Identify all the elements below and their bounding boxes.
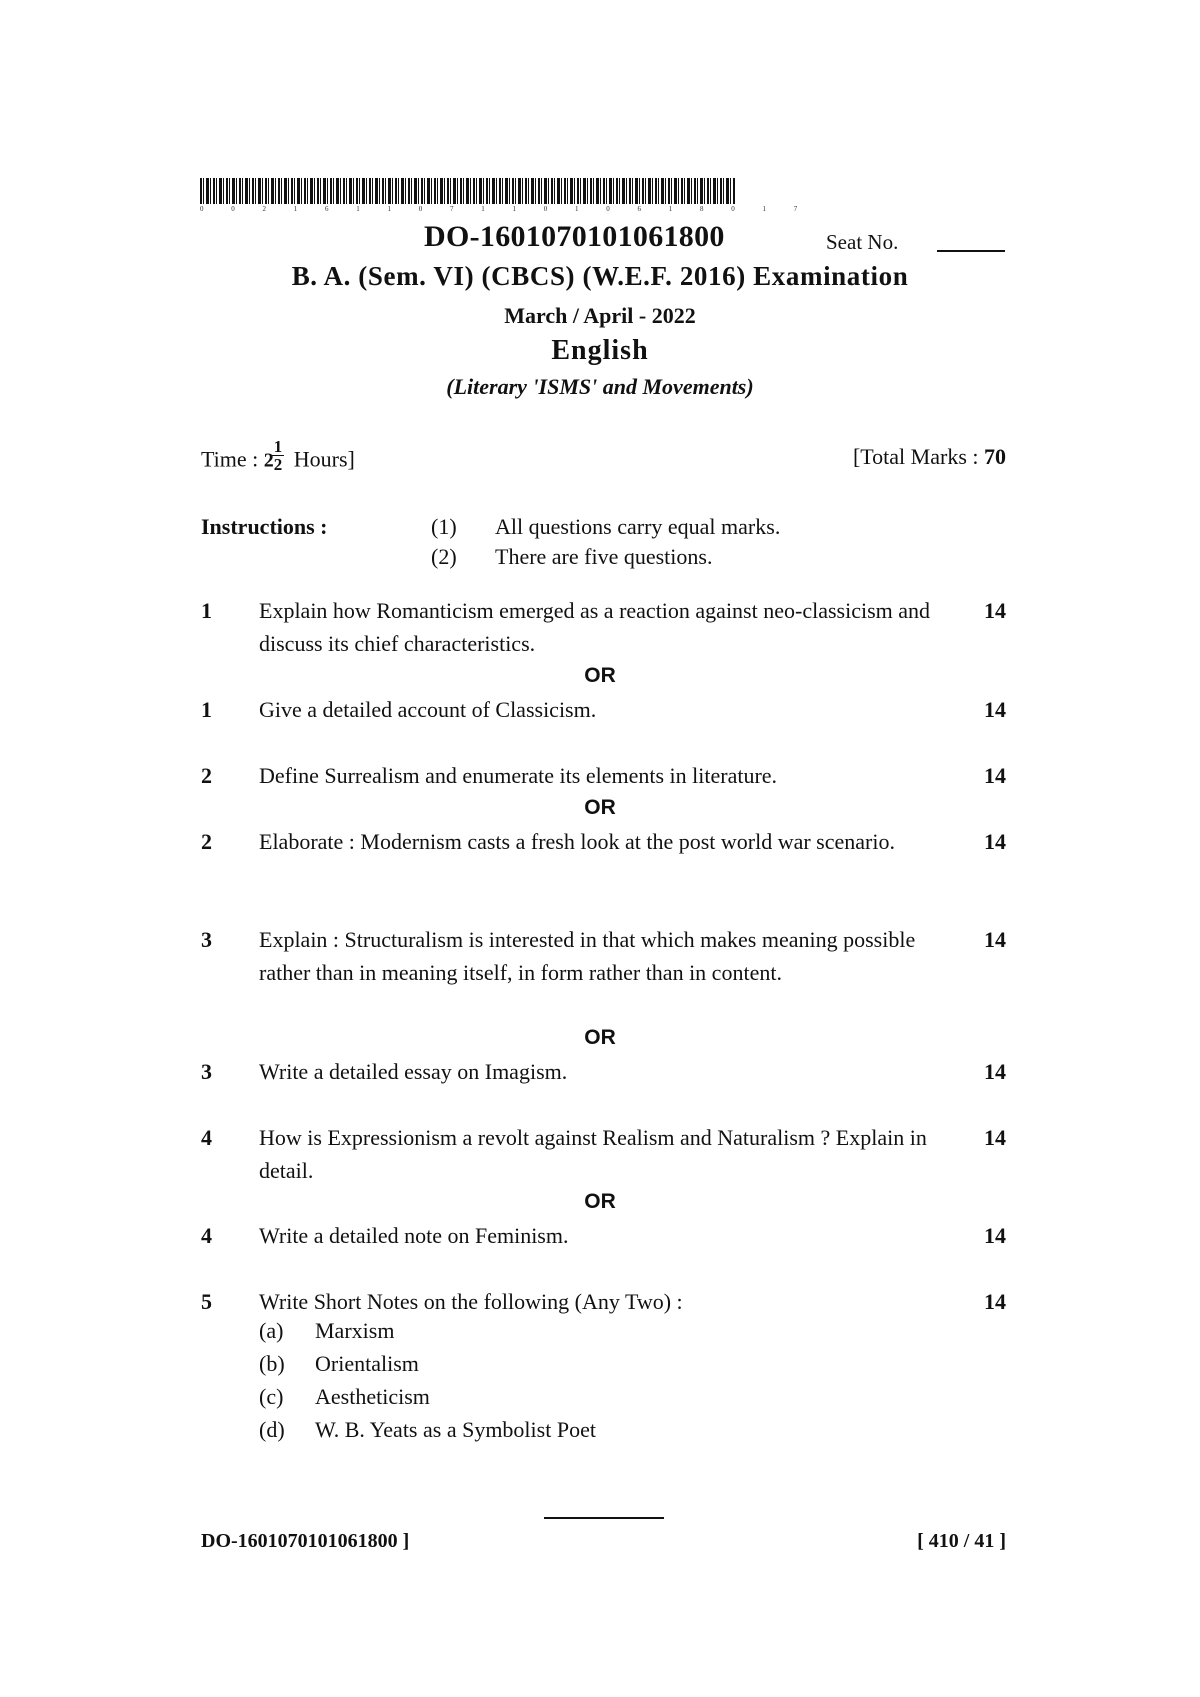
question-number: 3 bbox=[201, 1059, 212, 1084]
paper-code: DO-1601070101061800 bbox=[424, 220, 725, 253]
question-number: 5 bbox=[201, 1289, 212, 1314]
question-marks: 14 bbox=[984, 697, 1006, 722]
paper-name: (Literary 'ISMS' and Movements) bbox=[446, 374, 754, 399]
question-text: Write a detailed essay on Imagism. bbox=[259, 1059, 568, 1084]
question-number: 1 bbox=[201, 697, 212, 722]
question-number: 3 bbox=[201, 927, 212, 952]
question-marks: 14 bbox=[984, 598, 1006, 623]
question-marks: 14 bbox=[984, 1289, 1006, 1314]
question-marks: 14 bbox=[984, 1223, 1006, 1248]
time-fraction-numerator: 1 bbox=[273, 437, 283, 456]
instruction-number: (1) bbox=[431, 514, 457, 539]
exam-title: B. A. (Sem. VI) (CBCS) (W.E.F. 2016) Examination bbox=[291, 261, 909, 291]
question-text: Write a detailed note on Feminism. bbox=[259, 1223, 569, 1248]
instruction-text: There are five questions. bbox=[495, 544, 713, 569]
short-note-option bbox=[259, 1384, 430, 1410]
paper-code-line bbox=[0, 220, 1200, 260]
short-note-option bbox=[259, 1318, 394, 1344]
short-note-label: (c) bbox=[259, 1384, 284, 1409]
time-fraction bbox=[272, 438, 285, 473]
question bbox=[201, 594, 1006, 664]
barcode-digits: 0 0 2 1 6 1 1 0 7 1 1 0 1 0 6 1 8 0 1 7 bbox=[200, 205, 811, 213]
short-note-label: (b) bbox=[259, 1351, 285, 1376]
short-note-label: (a) bbox=[259, 1318, 284, 1343]
question-number: 4 bbox=[201, 1125, 212, 1150]
instruction-item bbox=[431, 514, 780, 540]
exam-session: March / April - 2022 bbox=[504, 303, 696, 328]
short-note-text: Marxism bbox=[315, 1318, 395, 1343]
instruction-text: All questions carry equal marks. bbox=[495, 514, 781, 539]
subject: English bbox=[551, 335, 649, 366]
question-text: Define Surrealism and enumerate its elements in literature. bbox=[259, 763, 778, 788]
time-duration bbox=[201, 437, 355, 479]
question-text: Write Short Notes on the following (Any Two) : bbox=[259, 1289, 683, 1314]
time-marks-line bbox=[201, 430, 1006, 480]
question-text: Explain : Structuralism is interested in that which makes meaning possible rather than in meaning itself, in form rather than in content. bbox=[259, 927, 916, 985]
time-fraction-denominator: 2 bbox=[273, 455, 283, 474]
or-separator: OR bbox=[584, 1026, 616, 1049]
instruction-item bbox=[431, 544, 712, 570]
time-unit: Hours] bbox=[293, 446, 355, 472]
question-text: Give a detailed account of Classicism. bbox=[259, 697, 597, 722]
footer-paper-code: DO-1601070101061800 ] bbox=[201, 1530, 410, 1552]
or-separator: OR bbox=[584, 1190, 616, 1213]
question-marks: 14 bbox=[984, 763, 1006, 788]
short-note-text: W. B. Yeats as a Symbolist Poet bbox=[315, 1417, 596, 1442]
question-number: 2 bbox=[201, 829, 212, 854]
total-marks bbox=[853, 444, 1006, 470]
or-separator: OR bbox=[584, 664, 616, 687]
question-text: Elaborate : Modernism casts a fresh look at the post world war scenario. bbox=[259, 829, 895, 854]
question-marks: 14 bbox=[984, 1059, 1006, 1084]
question-number: 2 bbox=[201, 763, 212, 788]
question-text: How is Expressionism a revolt against Realism and Naturalism ? Explain in detail. bbox=[259, 1125, 927, 1183]
seat-number-label: Seat No. bbox=[826, 230, 899, 254]
short-note-option bbox=[259, 1417, 596, 1443]
page-footer bbox=[201, 1530, 1006, 1560]
question-marks: 14 bbox=[984, 927, 1006, 952]
question-marks: 14 bbox=[984, 829, 1006, 854]
question-number: 4 bbox=[201, 1223, 212, 1248]
or-separator: OR bbox=[584, 796, 616, 819]
barcode bbox=[200, 178, 735, 204]
total-marks-value: 70 bbox=[984, 444, 1006, 469]
instructions-label: Instructions : bbox=[201, 514, 328, 539]
short-note-text: Aestheticism bbox=[315, 1384, 430, 1409]
footer-page-ref: [ 410 / 41 ] bbox=[917, 1530, 1006, 1552]
short-note-option bbox=[259, 1351, 419, 1377]
seat-number-blank bbox=[937, 250, 1005, 252]
short-note-label: (d) bbox=[259, 1417, 285, 1442]
question-number: 1 bbox=[201, 598, 212, 623]
question-marks: 14 bbox=[984, 1125, 1006, 1150]
instruction-number: (2) bbox=[431, 544, 457, 569]
question-text: Explain how Romanticism emerged as a reaction against neo-classicism and discuss its chief characteristics. bbox=[259, 598, 931, 656]
time-label: Time : bbox=[201, 446, 259, 472]
short-note-text: Orientalism bbox=[315, 1351, 419, 1376]
time-whole: 2 bbox=[263, 449, 274, 472]
end-of-paper-rule bbox=[544, 1517, 664, 1519]
total-marks-label: [Total Marks : bbox=[852, 444, 979, 469]
